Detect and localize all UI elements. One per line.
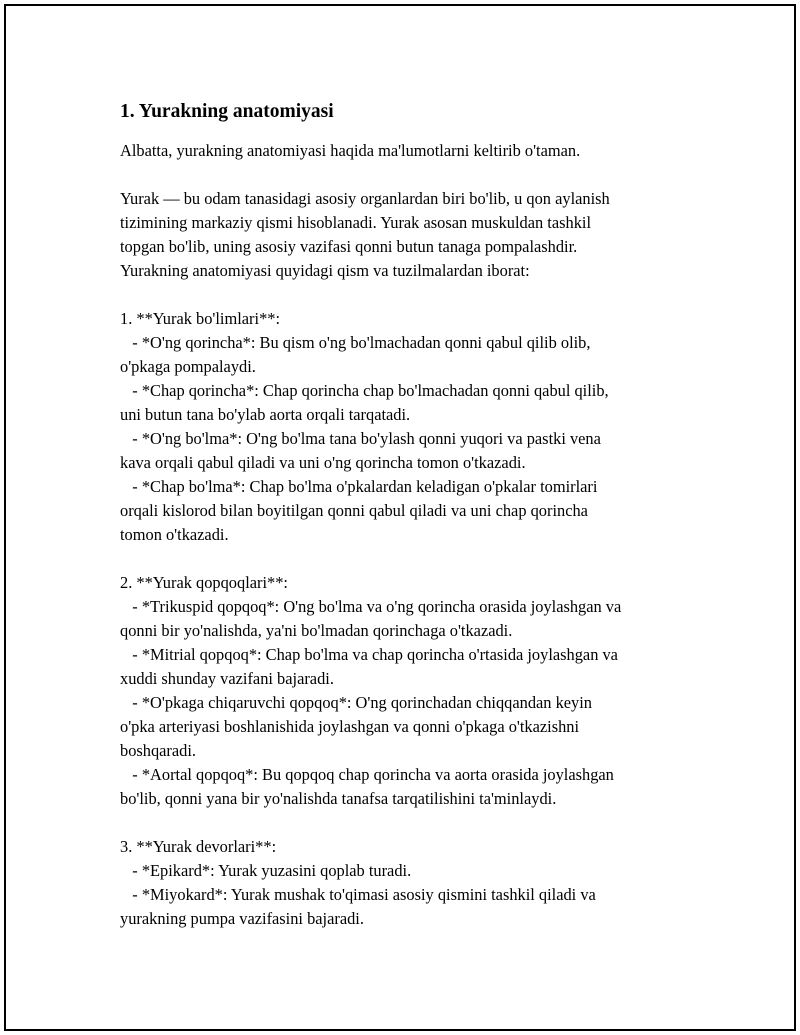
section-heart-valves — [120, 571, 700, 811]
text-line: 3. **Yurak devorlari**: — [120, 837, 277, 856]
paragraph-gap — [120, 163, 700, 187]
text-line: - *Aortal qopqoq*: Bu qopqoq chap qorincha va aorta orasida joylashgan — [120, 765, 614, 784]
page-frame — [4, 4, 796, 1031]
paragraph-gap — [120, 283, 700, 307]
text-line: xuddi shunday vazifani bajaradi. — [120, 669, 334, 688]
document-title: 1. Yurakning anatomiyasi — [120, 101, 334, 122]
text-line: - *Mitrial qopqoq*: Chap bo'lma va chap qorincha o'rtasida joylashgan va — [120, 645, 618, 664]
paragraph-gap — [120, 811, 700, 835]
text-line: - *Trikuspid qopqoq*: O'ng bo'lma va o'ng qorincha orasida joylashgan va — [120, 597, 622, 616]
text-line: tizimining markaziy qismi hisoblanadi. Yurak asosan muskuldan tashkil — [120, 213, 592, 232]
text-line: o'pkaga pompalaydi. — [120, 357, 256, 376]
text-line: - *Miyokard*: Yurak mushak to'qimasi asosiy qismini tashkil qiladi va — [120, 885, 596, 904]
text-line: kava orqali qabul qiladi va uni o'ng qorincha tomon o'tkazadi. — [120, 453, 526, 472]
text-line: Yurak — bu odam tanasidagi asosiy organlardan biri bo'lib, u qon aylanish — [120, 189, 610, 208]
document-content — [120, 98, 700, 931]
text-line: - *O'ng bo'lma*: O'ng bo'lma tana bo'ylash qonni yuqori va pastki vena — [120, 429, 601, 448]
section-heart-chambers — [120, 307, 700, 547]
text-line: 2. **Yurak qopqoqlari**: — [120, 573, 288, 592]
text-line: - *Chap qorincha*: Chap qorincha chap bo'lmachadan qonni qabul qilib, — [120, 381, 609, 400]
text-line: - *Chap bo'lma*: Chap bo'lma o'pkalardan keladigan o'pkalar tomirlari — [120, 477, 598, 496]
text-line: Yurakning anatomiyasi quyidagi qism va tuzilmalardan iborat: — [120, 261, 530, 280]
document-body — [120, 139, 700, 931]
text-line: tomon o'tkazadi. — [120, 525, 229, 544]
intro-paragraph: Albatta, yurakning anatomiyasi haqida ma'lumotlarni keltirib o'taman. — [120, 141, 581, 160]
text-line: - *O'ng qorincha*: Bu qism o'ng bo'lmachadan qonni qabul qilib olib, — [120, 333, 591, 352]
text-line: orqali kislorod bilan boyitilgan qonni qabul qiladi va uni chap qorincha — [120, 501, 588, 520]
section-heart-walls — [120, 835, 700, 931]
text-line: - *Epikard*: Yurak yuzasini qoplab turadi. — [120, 861, 412, 880]
text-line: 1. **Yurak bo'limlari**: — [120, 309, 281, 328]
text-line: qonni bir yo'nalishda, ya'ni bo'lmadan qorinchaga o'tkazadi. — [120, 621, 513, 640]
overview-paragraph — [120, 187, 700, 283]
text-line: topgan bo'lib, uning asosiy vazifasi qonni butun tanaga pompalashdir. — [120, 237, 578, 256]
text-line: bo'lib, qonni yana bir yo'nalishda tanafsa tarqatilishini ta'minlaydi. — [120, 789, 557, 808]
text-line: boshqaradi. — [120, 741, 197, 760]
text-line: uni butun tana bo'ylab aorta orqali tarqatadi. — [120, 405, 411, 424]
text-line: yurakning pumpa vazifasini bajaradi. — [120, 909, 364, 928]
paragraph-gap — [120, 547, 700, 571]
text-line: o'pka arteriyasi boshlanishida joylashgan va qonni o'pkaga o'tkazishni — [120, 717, 580, 736]
text-line: - *O'pkaga chiqaruvchi qopqoq*: O'ng qorinchadan chiqqandan keyin — [120, 693, 592, 712]
